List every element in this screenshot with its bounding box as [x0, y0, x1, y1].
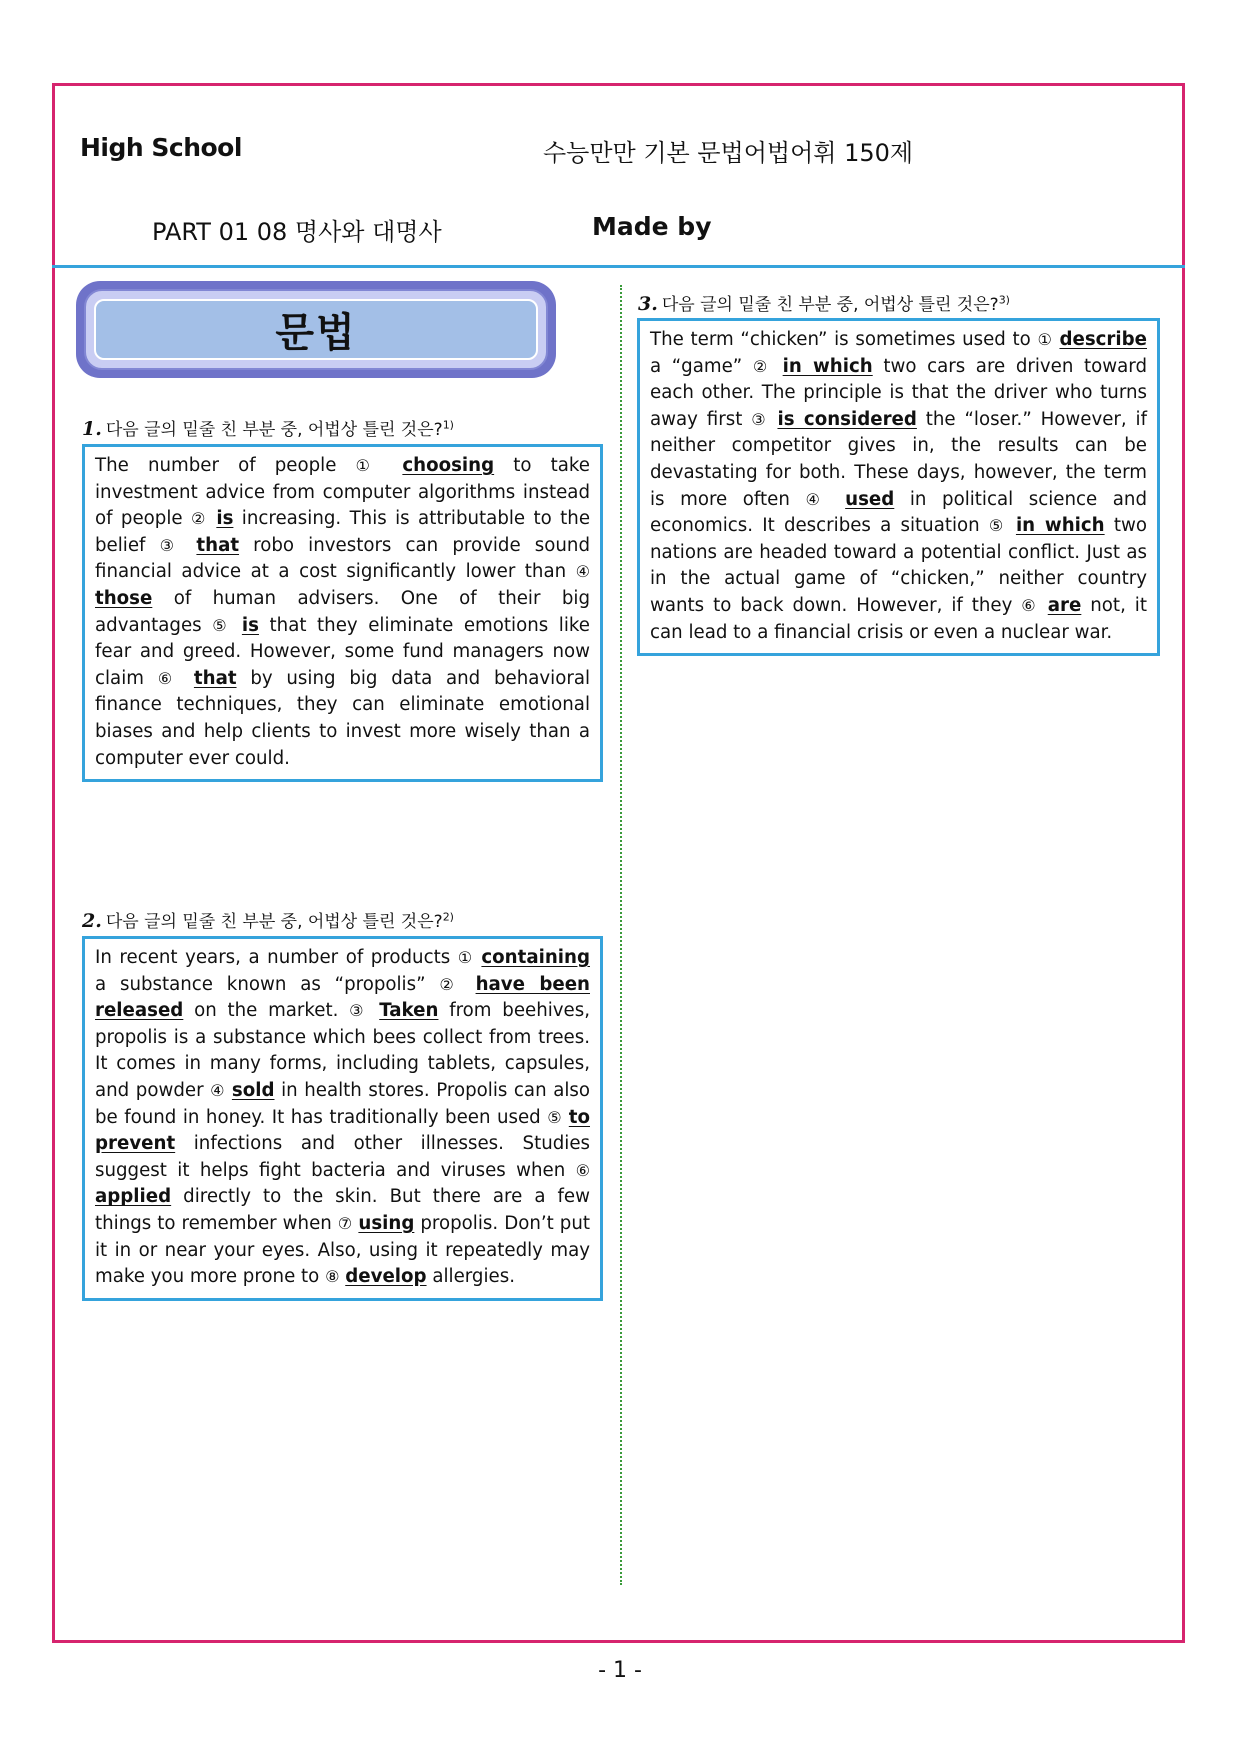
choice-marker: ⑧ — [325, 1267, 340, 1287]
choice-marker: ④ — [805, 489, 830, 509]
question-3-number: 3. — [638, 293, 658, 315]
section-title-banner — [76, 281, 556, 378]
choice-marker: ④ — [575, 562, 590, 582]
question-1-number: 1. — [82, 418, 102, 440]
underlined-choice: used — [845, 488, 895, 510]
underlined-choice: choosing — [402, 455, 495, 476]
underlined-choice: those — [95, 587, 153, 609]
underlined-choice: is considered — [777, 408, 917, 430]
choice-marker: ③ — [159, 535, 183, 555]
question-3-passage: The term “chicken” is sometimes used to ① describe a “game” ② in which two cars are driven toward each other. The principle is that the driver who turns away first ③ is considered the “loser.” However, if neither competitor gives in, the results can be devastating for both. These days, however, the term is more often ④ used in political science and economics. It describes a situation ⑤ in which two nations are headed toward a potential conflict. Just as in the actual game of “chicken,” neither country wants to back down. However, if they ⑥ are not, it can lead to a financial crisis or even a nuclear war. — [637, 318, 1160, 656]
question-1-header — [82, 415, 454, 440]
underlined-choice: sold — [231, 1079, 275, 1101]
question-1-prompt: 다음 글의 밑줄 친 부분 중, 어법상 틀린 것은? — [105, 420, 443, 440]
underlined-choice: develop — [345, 1266, 427, 1288]
choice-marker: ③ — [349, 1001, 369, 1021]
question-3-prompt: 다음 글의 밑줄 친 부분 중, 어법상 틀린 것은? — [661, 295, 999, 315]
choice-marker: ③ — [751, 409, 769, 429]
header-school: High School — [80, 133, 242, 162]
choice-marker: ① — [355, 456, 384, 475]
choice-marker: ⑤ — [547, 1107, 563, 1127]
question-3-header — [638, 290, 1010, 315]
underlined-choice: are — [1047, 594, 1082, 616]
underlined-choice: that — [193, 667, 237, 689]
section-title-inner — [94, 299, 538, 360]
underlined-choice: is — [241, 614, 259, 636]
choice-marker: ④ — [210, 1080, 226, 1100]
choice-marker: ① — [1037, 330, 1053, 349]
underlined-choice: is — [216, 508, 234, 530]
question-2-passage: In recent years, a number of products ① containing a substance known as “propolis” ② have been released on the market. ③ Taken from beehives, propolis is a substance which bees collect from trees. It comes in many forms, including tablets, capsules, and powder ④ sold in health stores. Propolis can also be found in honey. It has traditionally been used ⑤ to prevent infections and other illnesses. Studies suggest it helps fight bacteria and viruses when ⑥ applied directly to the skin. But there are a few things to remember when ⑦ using propolis. Don’t put it in or near your eyes. Also, using it repeatedly may make you more prone to ⑧ develop allergies. — [82, 936, 603, 1301]
question-2-number: 2. — [82, 910, 102, 932]
underlined-choice: using — [358, 1212, 415, 1234]
question-2-footnote: 2) — [442, 910, 454, 924]
choice-marker: ② — [752, 356, 773, 376]
header-divider — [52, 265, 1185, 268]
underlined-choice: applied — [95, 1186, 172, 1208]
underlined-choice: that — [196, 534, 240, 556]
choice-marker: ② — [439, 974, 462, 994]
choice-marker: ⑤ — [212, 615, 232, 635]
header-made-by: Made by — [592, 212, 712, 241]
underlined-choice: to prevent — [95, 1106, 590, 1155]
page-number: - 1 - — [598, 1658, 642, 1683]
header-part: PART 01 08 명사와 대명사 — [152, 218, 442, 246]
choice-marker: ⑥ — [575, 1160, 590, 1180]
section-title: 문법 — [275, 310, 357, 356]
underlined-choice: in which — [1015, 515, 1105, 537]
choice-marker: ① — [457, 948, 474, 967]
underlined-choice: describe — [1059, 329, 1147, 350]
question-2-prompt: 다음 글의 밑줄 친 부분 중, 어법상 틀린 것은? — [105, 912, 443, 932]
question-1-passage: The number of people ① choosing to take investment advice from computer algorithms instead of people ② is increasing. This is attributable to the belief ③ that robo investors can provide sound financial advice at a cost significantly lower than ④ those of human advisers. One of their big advantages ⑤ is that they eliminate emotions like fear and greed. However, some fund managers now claim ⑥ that by using big data and behavioral finance techniques, they can eliminate emotional biases and help clients to invest more wisely than a computer ever could. — [82, 444, 603, 782]
choice-marker: ⑥ — [1021, 595, 1039, 615]
question-2-header — [82, 907, 454, 932]
choice-marker: ⑥ — [157, 668, 181, 688]
underlined-choice: have been released — [95, 973, 590, 1022]
underlined-choice: in which — [782, 355, 873, 377]
column-divider — [620, 285, 622, 1585]
underlined-choice: Taken — [379, 1000, 439, 1022]
underlined-choice: containing — [481, 947, 590, 968]
header-book-title: 수능만만 기본 문법어법어휘 150제 — [543, 139, 914, 167]
question-3-footnote: 3) — [998, 293, 1010, 307]
choice-marker: ② — [190, 509, 208, 529]
question-1-footnote: 1) — [442, 418, 454, 432]
section-title-ring — [84, 289, 548, 370]
choice-marker: ⑦ — [337, 1213, 353, 1233]
choice-marker: ⑤ — [988, 516, 1007, 536]
